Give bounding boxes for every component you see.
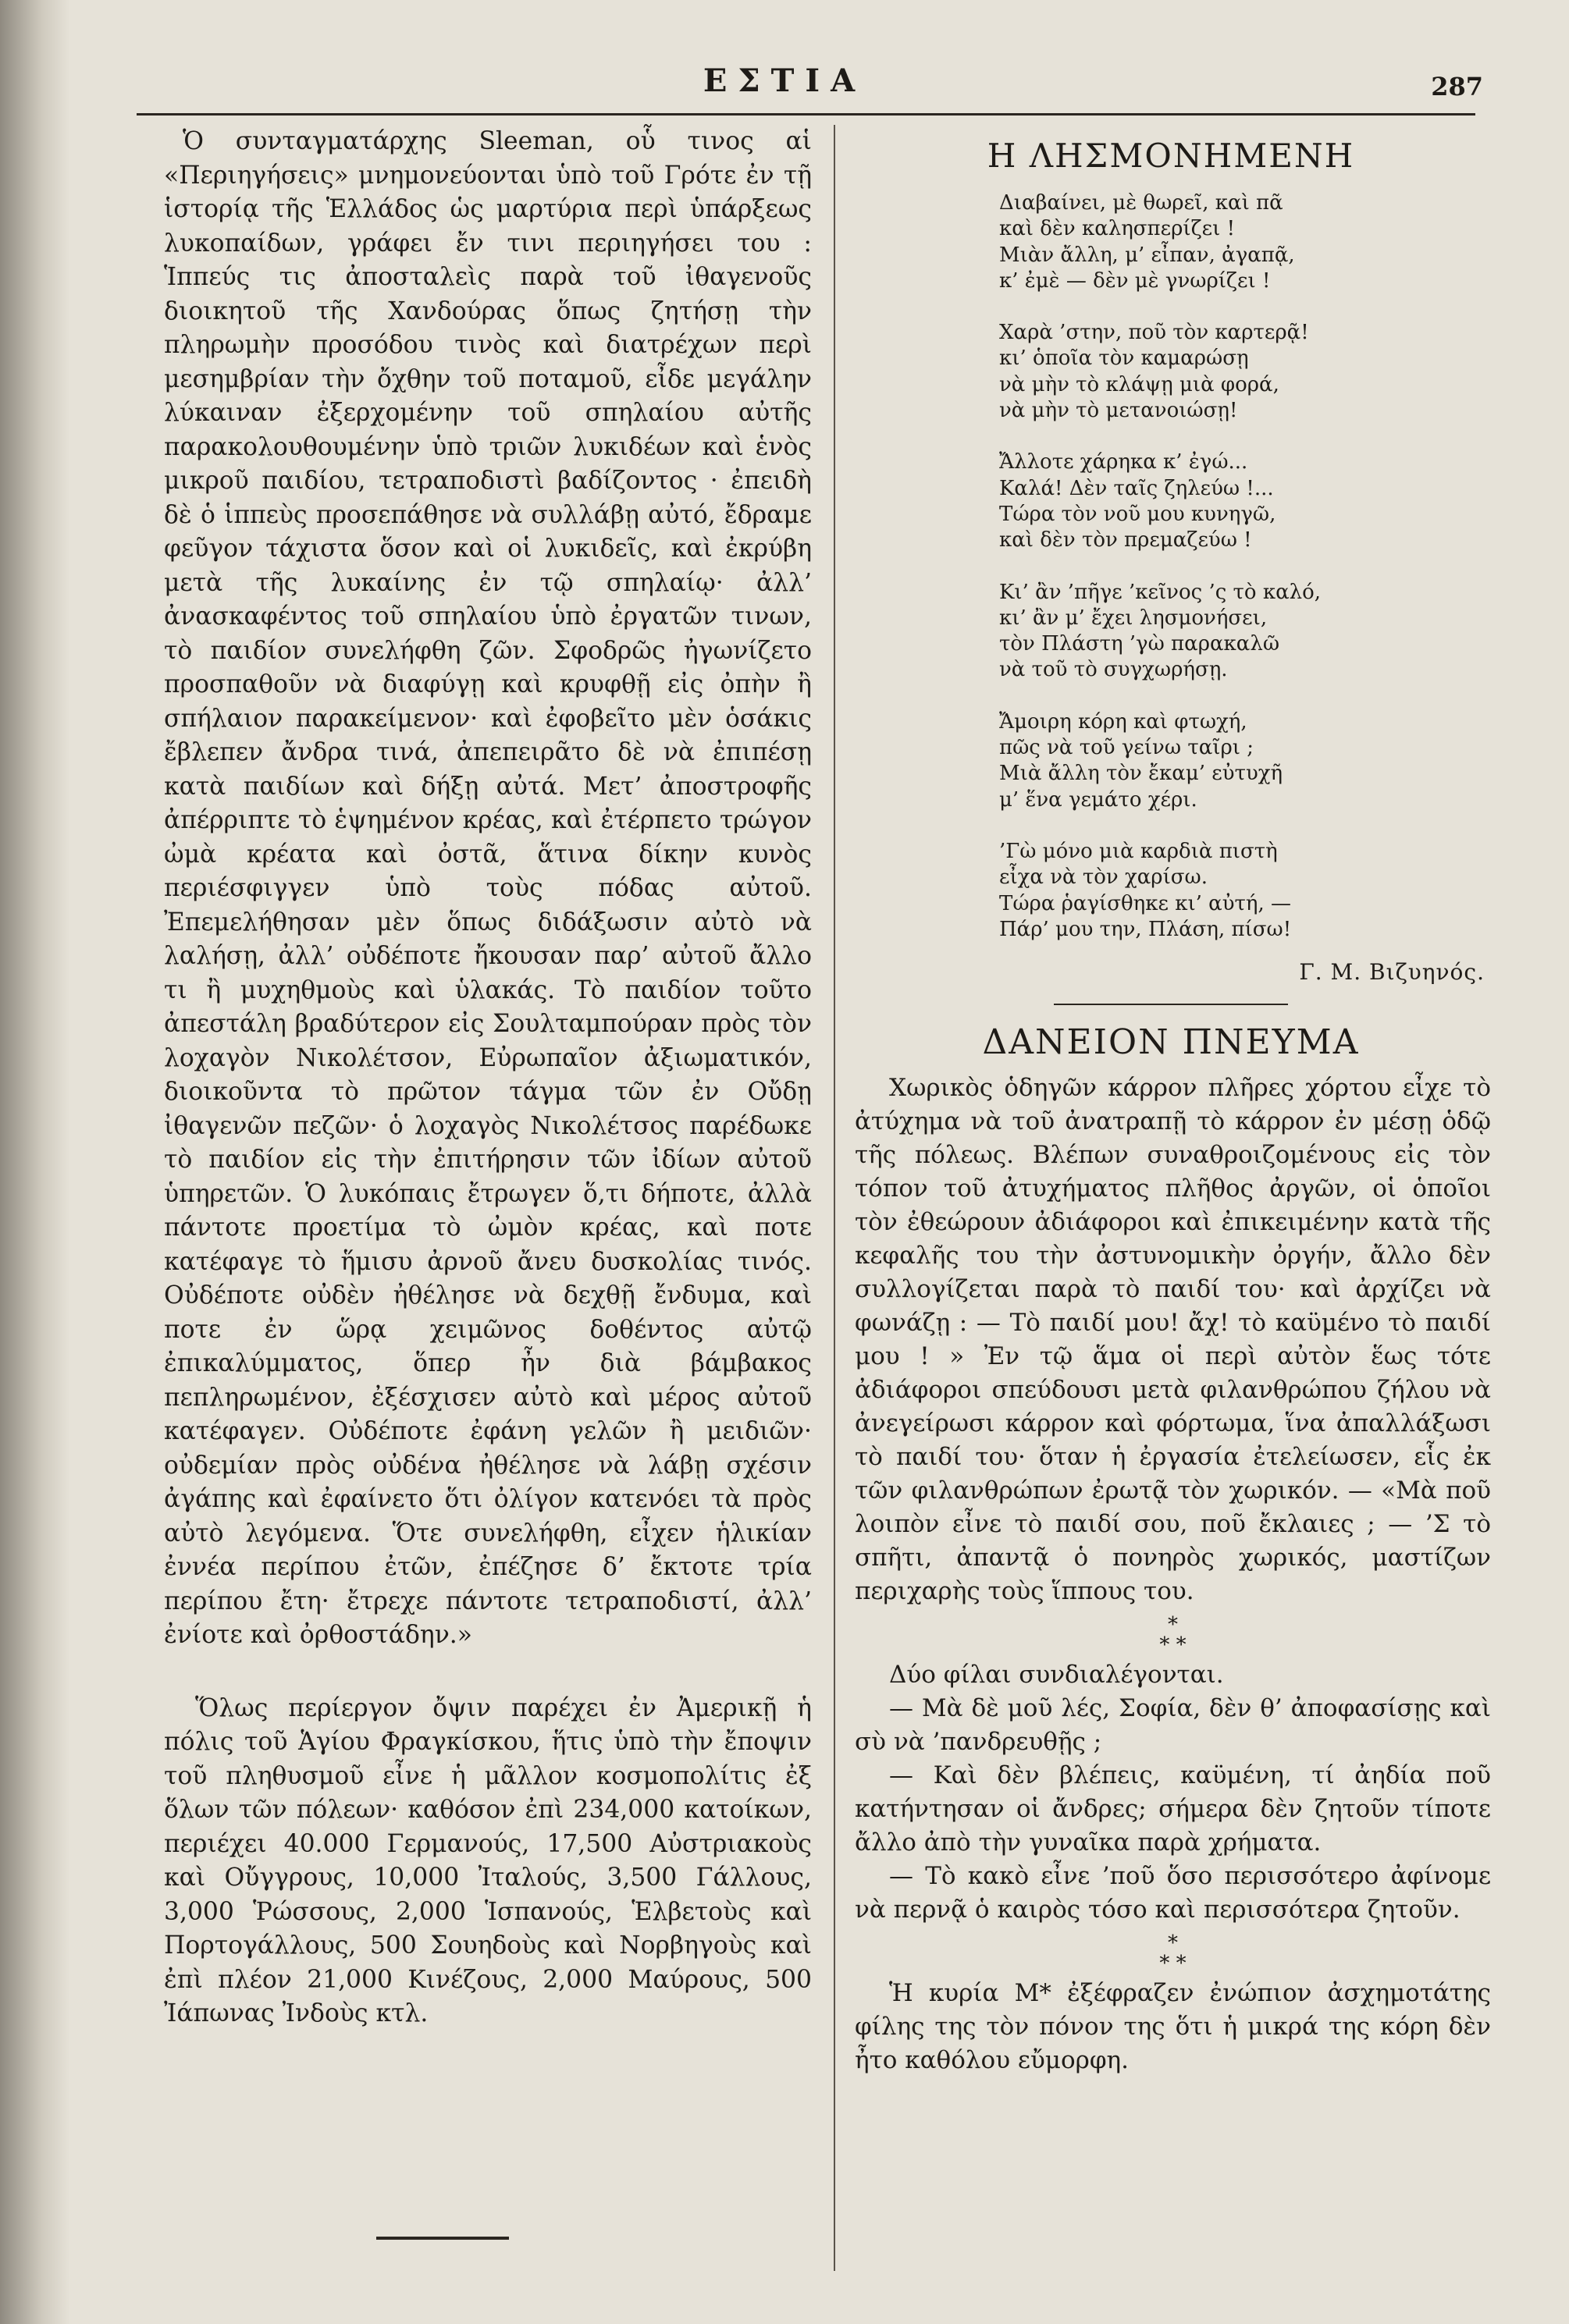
poem-line: Μιὰν ἄλλη, μ’ εἶπαν, ἀγαπᾷ, [999, 243, 1295, 267]
poem-signature: Γ. Μ. Βιζυηνός. [1299, 959, 1485, 986]
poem-line: τὸν Πλάστη ’γὼ παρακαλῶ [999, 632, 1280, 656]
poem-line: νὰ τοῦ τὸ συγχωρήσῃ. [999, 658, 1228, 682]
poem-stanza [999, 709, 1491, 813]
poem-stanza [999, 580, 1491, 684]
poem-title: Η ΛΗΣΜΟΝΗΜΕΝΗ [987, 137, 1355, 175]
poem-line: Μιὰ ἄλλη τὸν ἔκαμ’ εὐτυχῆ [999, 762, 1283, 786]
anecdote-paragraph: Ἡ κυρία Μ* ἐξέφραζεν ἐνώπιον ἀσχημοτάτης φίλης της τὸν πόνον της ὅτι ἡ μικρά της κόρη δὲν ἦτο καθόλου εὔμορφη. [855, 1979, 1491, 2075]
poem-line: Τώρα ῥαγίσθηκε κι’ αὐτή, — [999, 891, 1292, 915]
dialogue-line: — Καὶ δὲν βλέπεις, καϋμένη, τί ἀηδία ποῦ κατήντησαν οἱ ἄνδρες; σήμερα δὲν ζητοῦν τίποτε ἄλλο ἀπὸ τὴν γυναῖκα παρὰ χρήματα. [855, 1761, 1491, 1857]
masthead-title: ΕΣΤΙΑ [703, 62, 866, 99]
poem-stanza [999, 839, 1491, 943]
poem-line: καὶ δὲν τὸν πρεμαζεύω ! [999, 528, 1252, 553]
section-rule [1054, 1004, 1288, 1005]
poem-line: μ’ ἕνα γεμάτο χέρι. [999, 787, 1197, 812]
poem-line: Ἄλλοτε χάρηκα κ’ ἐγώ... [999, 450, 1248, 474]
poem-line: νὰ μὴν τὸ κλάψῃ μιὰ φορά, [999, 372, 1279, 396]
poem-line: Ἄμοιρη κόρη καὶ φτωχή, [999, 709, 1247, 734]
poem-line: Διαβαίνει, μὲ θωρεῖ, καὶ πᾶ [999, 191, 1283, 215]
article-body [851, 1071, 1491, 2077]
poem-line: Πάρ’ μου την, Πλάση, πίσω! [999, 917, 1292, 941]
article-paragraph-wolf-child: Ὁ συνταγματάρχης Sleeman, οὗ τινος αἱ «Περιηγήσεις» μνημονεύονται ὑπὸ τοῦ Γρότε ἐν τῇ ἱστορίᾳ τῆς Ἑλλάδος ὡς μαρτύρια περὶ ὑπάρξεως λυκοπαίδων, γράφει ἔν τινι περιηγήσει του : Ἱππεύς τις ἀποσταλεὶς παρὰ τοῦ ἰθαγενοῦς διοικητοῦ τῆς Χανδούρας ὅπως ζητήσῃ τὴν πληρωμὴν προσόδου τινὸς καὶ διατρέχων περὶ μεσημβρίαν τὴν ὄχθην τοῦ ποταμοῦ, εἶδε μεγάλην λύκαιναν ἐξερχομένην τοῦ σπηλαίου αὐτῆς παρακολουθουμένην ὑπὸ τριῶν λυκιδέων καὶ ἑνὸς μικροῦ παιδίου, τετραποδιστὶ βαδίζοντος · ἐπειδὴ δὲ ὁ ἱππεὺς προσεπάθησε νὰ συλλάβῃ αὐτό, ἔδραμε φεῦγον τάχιστα ὅσον καὶ οἱ λυκιδεῖς, καὶ ἐκρύβη μετὰ τῆς λυκαίνης ἐν τῷ σπηλαίῳ· ἀλλ’ ἀνασκαφέντος τοῦ σπηλαίου ὑπὸ ἐργατῶν τινων, τὸ παιδίον συνελήφθη ζῶν. Σφοδρῶς ἠγωνίζετο προσπαθοῦν νὰ διαφύγῃ καὶ κρυφθῇ εἰς ὀπὴν ἢ σπήλαιον παρακείμενον· καὶ ἐφοβεῖτο μὲν ὁσάκις ἔβλεπεν ἄνδρα τινά, ἀπεπειρᾶτο δὲ νὰ ἐπιπέσῃ κατὰ παιδίων καὶ δήξῃ αὐτά. Μετ’ ἀποστροφῆς ἀπέρριπτε τὸ ἑψημένον κρέας, καὶ ἐτέρπετο τρώγον ὠμὰ κρέατα καὶ ὀστᾶ, ἅτινα δίκην κυνὸς περιέσφιγγεν ὑπὸ τοὺς πόδας αὐτοῦ. Ἐπεμελήθησαν μὲν ὅπως διδάξωσιν αὐτὸ νὰ λαλήσῃ, ἀλλ’ οὐδέποτε ἤκουσαν παρ’ αὐτοῦ ἄλλο τι ἢ μυχηθμοὺς καὶ ὑλακάς. Τὸ παιδίον τοῦτο ἀπεστάλη βραδύτερον εἰς Σουλταμπούραν πρὸς τὸν λοχαγὸν Νικολέτσον, Εὐρωπαῖον ἀξιωματικόν, διοικοῦντα τὸ πρῶτον τάγμα τῶν ἐν Οὔδῃ ἰθαγενῶν πεζῶν· ὁ λοχαγὸς Νικολέτσος παρέδωκε τὸ παιδίον εἰς τὴν ἐπιτήρησιν τῶν ἰδίων αὐτοῦ ὑπηρετῶν. Ὁ λυκόπαις ἔτρωγεν ὅ,τι δήποτε, ἀλλὰ πάντοτε προετίμα τὸ ὠμὸν κρέας, καὶ ποτε κατέφαγε τὸ ἥμισυ ἀρνοῦ ἄνευ δυσκολίας τινός. Οὐδέποτε οὐδὲν ἠθέλησε νὰ δεχθῇ ἔνδυμα, καὶ ποτε ἐν ὥρᾳ χειμῶνος δοθέντος αὐτῷ ἐπικαλύμματος, ὅπερ ἦν διὰ βάμβακος πεπληρωμένον, ἐξέσχισεν αὐτὸ καὶ μέρος αὐτοῦ κατέφαγεν. Οὐδέποτε ἐφάνη γελῶν ἢ μειδιῶν· οὐδεμίαν πρὸς οὐδένα ἠθέλησε νὰ λάβῃ σχέσιν ἀγάπης καὶ ἐφαίνετο ὅτι ὀλίγον κατενόει τὰ πρὸς αὐτὸ λεγόμενα. Ὅτε συνελήφθη, εἶχεν ἡλικίαν ἐννέα περίπου ἐτῶν, ἐπέζησε δ’ ἔκτοτε τρία περίπου ἔτη· ἔτρεχε πάντοτε τετραποδιστί, ἀλλ’ ἐνίοτε καὶ ὀρθοστάδην.» [164, 127, 812, 1649]
poem-line: Χαρὰ ’στην, ποῦ τὸν καρτερᾷ! [999, 321, 1309, 345]
poem-line: νὰ μὴν τὸ μετανοιώσῃ! [999, 399, 1238, 423]
binding-shadow [0, 0, 70, 2324]
poem-stanza [999, 190, 1491, 294]
column-divider [834, 125, 835, 2271]
poem-line: ’Γὼ μόνο μιὰ καρδιὰ πιστὴ [999, 839, 1278, 863]
anecdote-paragraph: Χωρικὸς ὁδηγῶν κάρρον πλῆρες χόρτου εἶχε τὸ ἀτύχημα νὰ τοῦ ἀνατραπῇ τὸ κάρρον ἐν μέσῃ ὁδῷ τῆς πόλεως. Βλέπων συναθροιζομένους εἰς τὸν τόπον τοῦ ἀτυχήματος πλῆθος ἀργῶν, οἱ ὁποῖοι τὸν ἐθεώρουν ἀδιάφοροι καὶ ἐπικειμένην κατὰ τῆς κεφαλῆς του τὴν ἀστυνομικὴν ὀργήν, ἄλλο δὲν συλλογίζεται παρὰ τὸ παιδί του· καὶ ἀρχίζει νὰ φωνάζῃ : — Τὸ παιδί μου! ἄχ! τὸ καϋμένο τὸ παιδί μου ! » Ἐν τῷ ἅμα οἱ περὶ αὐτὸν ἕως τότε ἀδιάφοροι σπεύδουσι μετὰ φιλανθρώπου ζήλου νὰ ἀνεγείρωσι κάρρον καὶ φόρτωμα, ἵνα ἀπαλλάξωσι τὸ παιδί του· ὅταν ἡ ἐργασία ἐτελείωσεν, εἷς ἐκ τῶν φιλανθρώπων ἐρωτᾷ τὸν χωρικόν. — «Μὰ ποῦ λοιπὸν εἶνε τὸ παιδί σου, ποῦ ἔκλαιες ; — ’Σ τὸ σπῆτι, ἀπαντᾷ ὁ πονηρὸς χωρικός, μαστίζων περιχαρὴς τοὺς ἵππους του. [855, 1074, 1491, 1606]
poem-line: κι’ ὁποῖα τὸν καμαρώσῃ [999, 346, 1249, 371]
section-separator-stars: * * * [1159, 1931, 1187, 1976]
dialogue-intro: Δύο φίλαι συνδιαλέγονται. [889, 1661, 1224, 1690]
article-title: ΔΑΝΕΙΟΝ ΠΝΕΥΜΑ [982, 1022, 1360, 1063]
header-rule [137, 113, 1475, 115]
dialogue-line: — Τὸ κακὸ εἶνε ’ποῦ ὅσο περισσότερο ἀφίνομε νὰ περνᾷ ὁ καιρὸς τόσο καὶ περισσότερα ζητοῦν. [855, 1862, 1491, 1924]
poem-body [999, 190, 1491, 943]
article-paragraph-san-francisco: Ὅλως περίεργον ὄψιν παρέχει ἐν Ἀμερικῇ ἡ πόλις τοῦ Ἁγίου Φραγκίσκου, ἥτις ὑπὸ τὴν ἔποψιν τοῦ πληθυσμοῦ εἶνε ἡ μᾶλλον κοσμοπολίτις ἐξ ὅλων τῶν πόλεων· καθόσον ἐπὶ 234,000 κατοίκων, περιέχει 40.000 Γερμανούς, 17,500 Αὐστριακοὺς καὶ Οὔγγρους, 10,000 Ἰταλούς, 3,500 Γάλλους, 3,000 Ῥώσσους, 2,000 Ἱσπανούς, Ἑλβετοὺς καὶ Πορτογάλλους, 500 Σουηδοὺς καὶ Νορβηγοὺς καὶ ἐπὶ πλέον 21,000 Κινέζους, 2,000 Μαύρους, 500 Ἰάπωνας Ἰνδοὺς κτλ. [164, 1693, 812, 2027]
dialogue-line: — Μὰ δὲ μοῦ λές, Σοφία, δὲν θ’ ἀποφασίσῃς καὶ σὺ νὰ ’πανδρευθῇς ; [855, 1694, 1491, 1757]
poem-line: Κι’ ἂν ’πῆγε ’κεῖνος ’ς τὸ καλό, [999, 580, 1322, 604]
right-column [851, 137, 1491, 2077]
poem-line: πῶς νὰ τοῦ γείνω ταῖρι ; [999, 736, 1254, 760]
poem-stanza [999, 450, 1491, 553]
left-column [164, 125, 812, 2031]
poem-stanza [999, 320, 1491, 424]
bottom-rule [376, 2237, 509, 2240]
poem-line: κ’ ἐμὲ — δὲν μὲ γνωρίζει ! [999, 268, 1271, 293]
poem-line: Τώρα τὸν νοῦ μου κυνηγῶ, [999, 502, 1276, 526]
section-separator-stars: * * * [1159, 1613, 1187, 1658]
poem-line: Καλά! Δὲν ταῖς ζηλεύω !... [999, 476, 1274, 500]
poem-line: κι’ ἂν μ’ ἔχει λησμονήσει, [999, 606, 1268, 630]
page-number: 287 [1431, 72, 1483, 101]
poem-line: καὶ δὲν καλησπερίζει ! [999, 217, 1236, 241]
poem-line: εἶχα νὰ τὸν χαρίσω. [999, 865, 1208, 890]
